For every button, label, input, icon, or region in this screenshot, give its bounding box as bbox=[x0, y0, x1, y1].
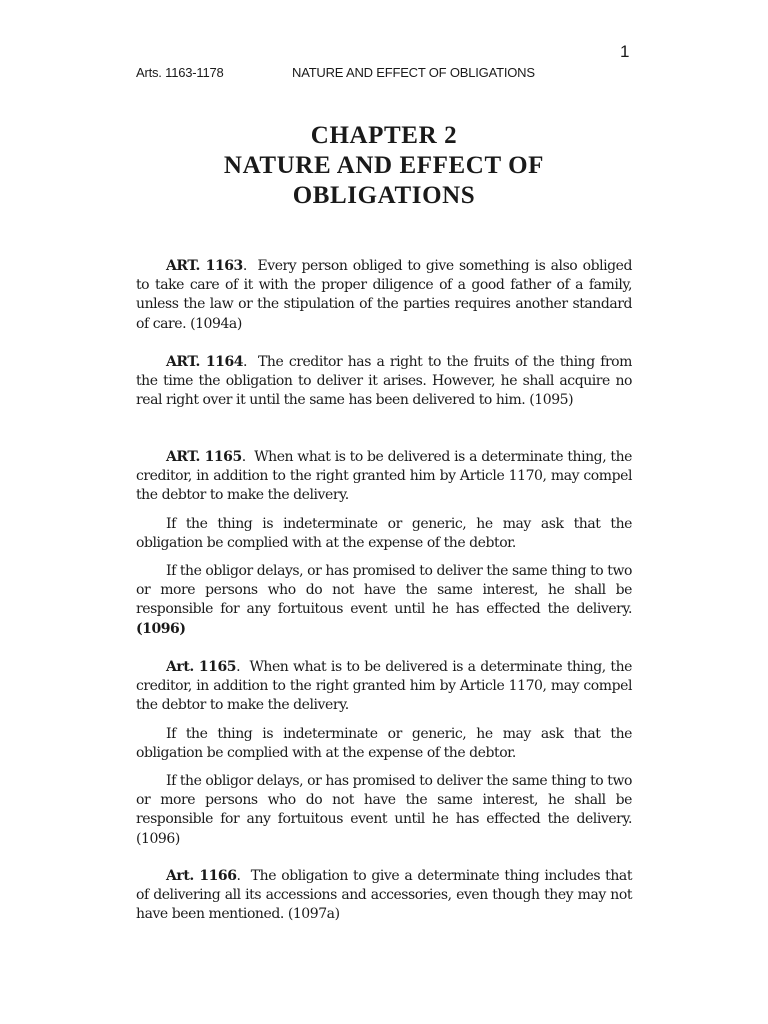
article-text: Every person obliged to give something is also obliged to take care of it with the proper diligence of a good father of a family, unless the law or the stipulation of the parties requires another standard of care. (1094a) bbox=[136, 258, 632, 332]
header-article-range: Arts. 1163-1178 bbox=[136, 65, 224, 80]
article-text: When what is to be delivered is a determinate thing, the creditor, in addition to the right granted him by Article 1170, may compel the debtor to make the delivery. bbox=[136, 659, 632, 714]
article-label: Art. 1165 bbox=[166, 659, 237, 675]
article-paragraph: If the obligor delays, or has promised to deliver the same thing to two or more persons who do not have the same interest, he shall be responsible for any fortuitous event until he has effected the delivery. (1096) bbox=[136, 773, 632, 847]
page-number: 1 bbox=[620, 42, 630, 61]
article-reference: (1096) bbox=[136, 620, 186, 637]
article-text: The creditor has a right to the fruits of the thing from the time the obligation to deliver it arises. However, he shall acquire no real right over it until the same has been delivered to him. (1095) bbox=[136, 354, 632, 409]
running-header bbox=[136, 65, 636, 80]
article-paragraph bbox=[136, 562, 632, 639]
article-paragraph: ART. 1163. Every person obliged to give something is also obliged to take care of it with the proper diligence of a good father of a family, unless the law or the stipulation of the parties requires another standard of care. (1094a) bbox=[136, 258, 632, 332]
article-paragraph: If the thing is indeterminate or generic, he may ask that the obligation be complied with at the expense of the debtor. bbox=[136, 725, 632, 761]
chapter-number: CHAPTER 2 bbox=[310, 122, 458, 149]
article-label: ART. 1164 bbox=[166, 354, 244, 370]
header-chapter-title: NATURE AND EFFECT OF OBLIGATIONS bbox=[292, 65, 535, 80]
article-label: Art. 1166 bbox=[166, 868, 237, 884]
article-1164 bbox=[136, 353, 632, 411]
article-1166 bbox=[136, 867, 632, 925]
article-paragraph: Art. 1166. The obligation to give a determinate thing includes that of delivering all its accessions and accessories, even though they may not have been mentioned. (1097a) bbox=[136, 868, 632, 923]
chapter-title bbox=[136, 121, 632, 211]
article-text: The obligation to give a determinate thing includes that of delivering all its accessions and accessories, even though they may not have been mentioned. (1097a) bbox=[136, 868, 632, 923]
article-1165 bbox=[136, 448, 632, 639]
article-text: When what is to be delivered is a determinate thing, the creditor, in addition to the right granted him by Article 1170, may compel the debtor to make the delivery. bbox=[136, 449, 632, 504]
article-label: ART. 1165 bbox=[166, 449, 242, 465]
article-paragraph: If the thing is indeterminate or generic, he may ask that the obligation be complied with at the expense of the debtor. bbox=[136, 515, 632, 551]
chapter-name-line-1: NATURE AND EFFECT OF bbox=[223, 152, 545, 179]
article-paragraph: Art. 1165. When what is to be delivered is a determinate thing, the creditor, in addition to the right granted him by Article 1170, may compel the debtor to make the delivery. bbox=[136, 659, 632, 714]
article-paragraph: ART. 1165. When what is to be delivered is a determinate thing, the creditor, in addition to the right granted him by Article 1170, may compel the debtor to make the delivery. bbox=[136, 449, 632, 504]
article-paragraph: ART. 1164. The creditor has a right to the fruits of the thing from the time the obligation to deliver it arises. However, he shall acquire no real right over it until the same has been delivered to him. (1095) bbox=[136, 354, 632, 409]
chapter-name-line-2: OBLIGATIONS bbox=[292, 182, 476, 209]
article-label: ART. 1163 bbox=[166, 258, 243, 274]
article-1165-repeat bbox=[136, 658, 632, 849]
article-text: If the obligor delays, or has promised to deliver the same thing to two or more persons who do not have the same interest, he shall be responsible for any fortuitous event until he has effected the delivery. bbox=[136, 563, 632, 618]
article-1163 bbox=[136, 257, 632, 334]
